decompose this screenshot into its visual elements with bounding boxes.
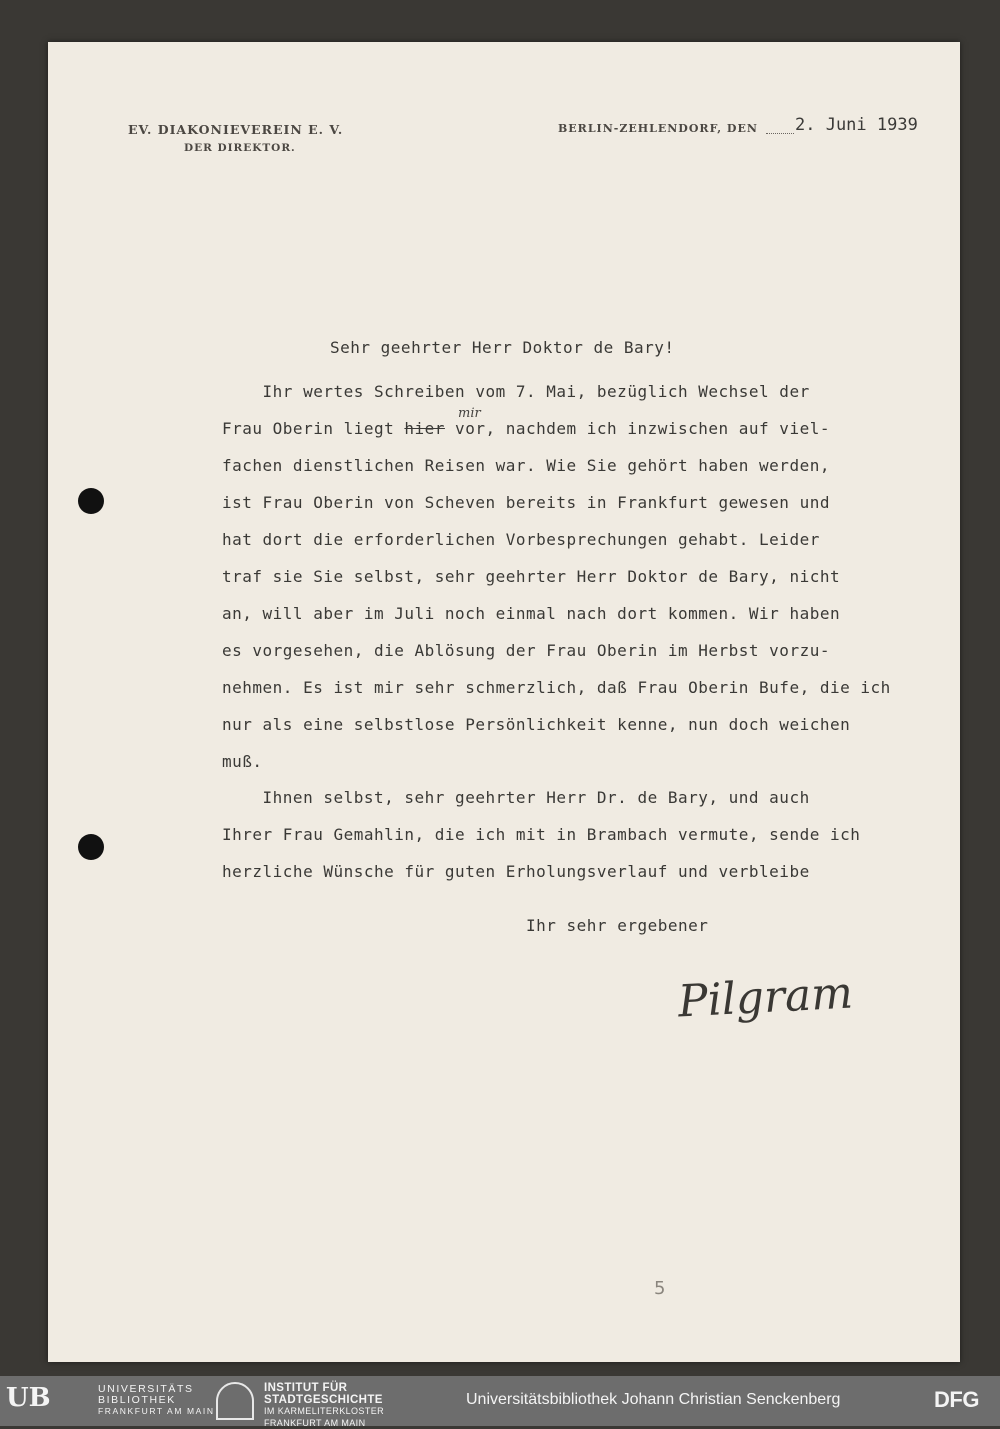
- paragraph-line-start: Frau Oberin liegt: [222, 419, 404, 438]
- page-mark: 5: [654, 1278, 665, 1299]
- letterhead-place: BERLIN-ZEHLENDORF, DEN: [558, 122, 758, 135]
- salutation: Sehr geehrter Herr Doktor de Bary!: [330, 338, 675, 357]
- punch-hole-top: [78, 488, 104, 514]
- handwritten-insertion: mir: [458, 406, 481, 421]
- struck-word: hier: [404, 419, 445, 438]
- letter-page: [48, 42, 960, 1362]
- punch-hole-bottom: [78, 834, 104, 860]
- footer-title: Universitätsbibliothek Johann Christian Senckenberg: [466, 1391, 840, 1409]
- letterhead-org-name: EV. DIAKONIEVEREIN E. V.: [128, 122, 343, 137]
- letterhead-org-sub: DER DIREKTOR.: [184, 142, 296, 154]
- closing: Ihr sehr ergebener: [526, 916, 708, 935]
- paragraph-line: hat dort die erforderlichen Vorbesprechungen gehabt. Leider: [222, 530, 820, 549]
- isg-line: IM KARMELITERKLOSTER: [264, 1406, 384, 1418]
- footer-bar: [0, 1376, 1000, 1426]
- paragraph-line: Ihrer Frau Gemahlin, die ich mit in Brambach vermute, sende ich: [222, 825, 860, 844]
- paragraph-line: Ihnen selbst, sehr geehrter Herr Dr. de Bary, und auch: [222, 788, 810, 807]
- date-dotted-line: [766, 133, 794, 134]
- paragraph-line: es vorgesehen, die Ablösung der Frau Oberin im Herbst vorzu-: [222, 641, 830, 660]
- ub-line: BIBLIOTHEK: [98, 1395, 215, 1406]
- paragraph-line: fachen dienstlichen Reisen war. Wie Sie gehört haben werden,: [222, 456, 830, 475]
- paragraph-line: nur als eine selbstlose Persönlichkeit kenne, nun doch weichen: [222, 715, 850, 734]
- isg-arch-icon: [216, 1382, 254, 1420]
- isg-line: INSTITUT FÜR: [264, 1383, 384, 1395]
- paragraph-line-with-correction: [222, 419, 830, 438]
- ub-line: UNIVERSITÄTS: [98, 1384, 215, 1395]
- paragraph-line: an, will aber im Juli noch einmal nach dort kommen. Wir haben: [222, 604, 840, 623]
- ub-text: [98, 1384, 215, 1417]
- isg-text: [264, 1383, 384, 1429]
- paragraph-line: traf sie Sie selbst, sehr geehrter Herr Doktor de Bary, nicht: [222, 567, 840, 586]
- paragraph-line: herzliche Wünsche für guten Erholungsverlauf und verbleibe: [222, 862, 810, 881]
- dfg-logo-icon: DFG: [934, 1387, 979, 1413]
- paragraph-line: ist Frau Oberin von Scheven bereits in Frankfurt gewesen und: [222, 493, 830, 512]
- isg-line: FRANKFURT AM MAIN: [264, 1418, 384, 1429]
- signature: Pilgram: [677, 967, 854, 1027]
- letter-date: 2. Juni 1939: [795, 115, 918, 135]
- ub-line: FRANKFURT AM MAIN: [98, 1406, 215, 1417]
- paragraph-line-rest: vor, nachdem ich inzwischen auf viel-: [445, 419, 830, 438]
- isg-line: STADTGESCHICHTE: [264, 1395, 384, 1407]
- paragraph-line: Ihr wertes Schreiben vom 7. Mai, bezüglich Wechsel der: [222, 382, 810, 401]
- ub-logo-icon: UB: [6, 1383, 94, 1419]
- paragraph-line: nehmen. Es ist mir sehr schmerzlich, daß Frau Oberin Bufe, die ich: [222, 678, 891, 697]
- paragraph-line: muß.: [222, 752, 263, 771]
